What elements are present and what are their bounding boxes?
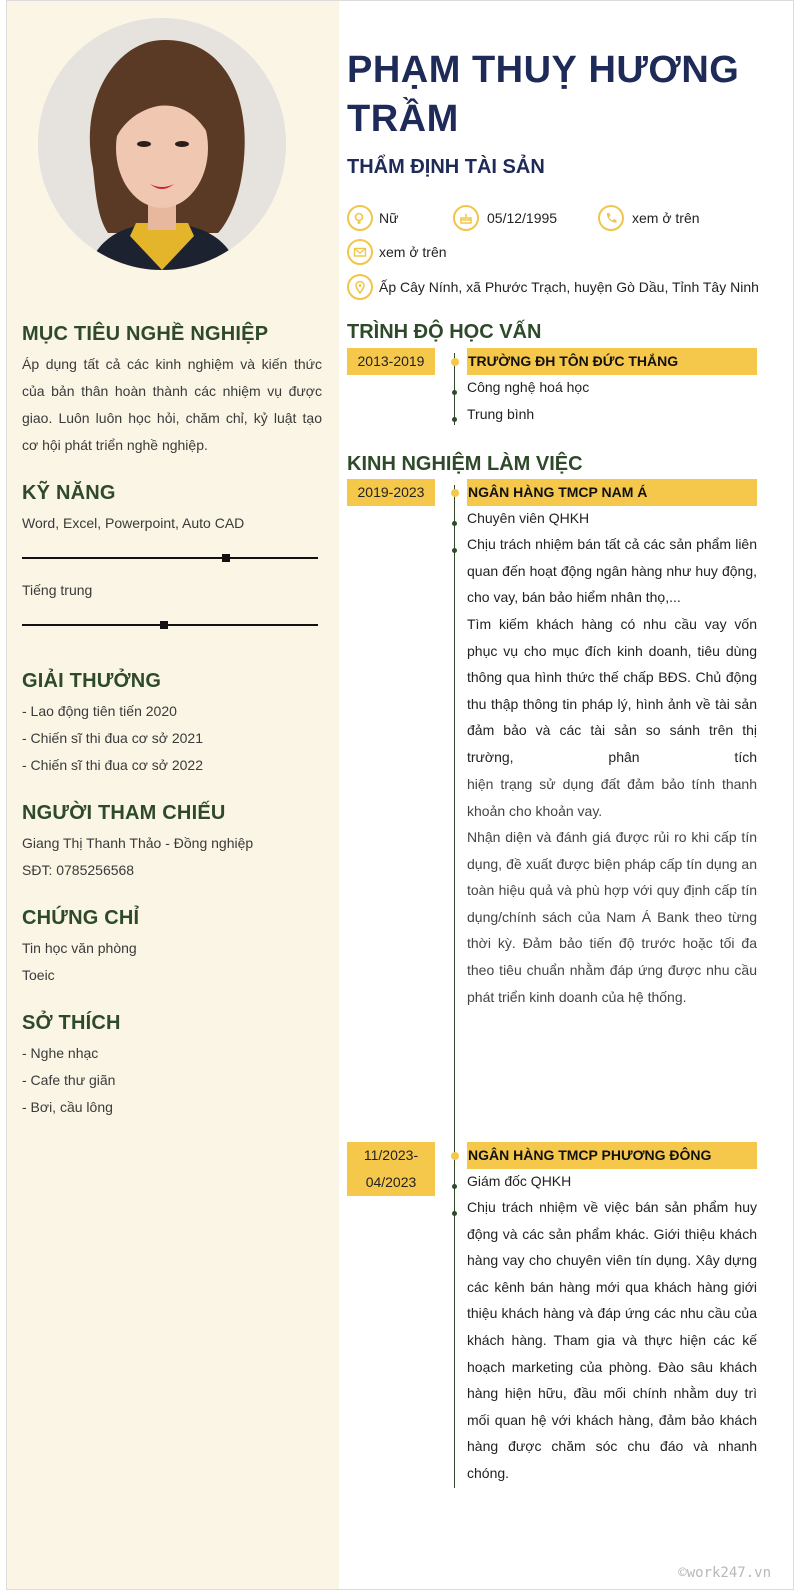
objective-text: Áp dụng tất cả các kinh nghiệm và kiến thức của bản thân hoàn thành các nhiệm vụ được giao. Luôn luôn học hỏi, chăm chỉ, kỷ luật tạo cơ hội phát triển nghề nghiệp. (22, 356, 322, 453)
experience-position: Giám đốc QHKH (467, 1173, 572, 1189)
skills-title: KỸ NĂNG (22, 482, 116, 504)
skill-level-marker (222, 554, 230, 562)
certificate-item: Tin học văn phòng (22, 940, 137, 956)
education-rank: Trung bình (467, 406, 535, 422)
skill-level-bar (22, 604, 322, 644)
reference-item: Giang Thị Thanh Thảo - Đồng nghiệp (22, 835, 254, 851)
awards-section (22, 668, 322, 779)
timeline-bullet (452, 417, 457, 422)
experience-period (347, 1142, 435, 1196)
award-item: - Chiến sĩ thi đua cơ sở 2021 (22, 730, 204, 746)
sidebar (7, 1, 339, 1589)
birthday-info (453, 205, 557, 231)
award-item: - Lao động tiên tiến 2020 (22, 703, 177, 719)
hobbies-title: SỞ THÍCH (22, 1012, 121, 1034)
gender-info (347, 205, 398, 231)
reference-phone: SĐT: 0785256568 (22, 862, 135, 878)
objective-section (22, 321, 322, 459)
gender-icon (347, 205, 373, 231)
certificates-section (22, 905, 322, 989)
period-start: 11/2023- (363, 1147, 419, 1163)
timeline-bullet (452, 548, 457, 553)
experience-description: Chịu trách nhiệm bán tất cả các sản phẩm liên quan đến hoạt động ngân hàng như huy động, cho vay, bán bảo hiểm nhân thọ,... (467, 536, 757, 606)
cake-icon (453, 205, 479, 231)
candidate-name: PHẠM THUỴ HƯƠNG TRẦM (347, 49, 740, 140)
skill-level-marker (160, 621, 168, 629)
main-content (347, 1, 787, 1589)
phone-value: xem ở trên (632, 210, 700, 226)
education-school: TRƯỜNG ĐH TÔN ĐỨC THẮNG (467, 348, 757, 375)
skill-level-bar (22, 537, 322, 577)
timeline-dot (451, 1152, 459, 1160)
hobby-item: - Bơi, cầu lông (22, 1099, 113, 1115)
awards-title: GIẢI THƯỞNG (22, 670, 162, 692)
job-title: THẨM ĐỊNH TÀI SẢN (347, 156, 545, 178)
experience-title: KINH NGHIỆM LÀM VIỆC (347, 453, 583, 475)
experience-description: Chịu trách nhiệm về việc bán sản phẩm huy động và các sản phẩm khác. Giới thiệu khách hàng vay cho chuyên viên tín dụng. Xây dựng các kênh bán hàng mới qua khách hàng giới thiệu khách hàng và đáp ứng các nhu cầu của khách hàng. Tham gia và thực hiện các kế hoạch marketing của phòng. Đào sâu khách hàng hiện hữu, đầu mối chính nhằm duy trì mối quan hệ với khách hàng, đảm bảo khách hàng được chăm sóc chu đáo và nhanh chóng. (467, 1199, 757, 1481)
mail-icon (347, 239, 373, 265)
certificate-item: Toeic (22, 967, 55, 983)
references-section (22, 800, 322, 884)
award-item: - Chiến sĩ thi đua cơ sở 2022 (22, 757, 204, 773)
experience-position: Chuyên viên QHKH (467, 510, 590, 526)
avatar (38, 18, 286, 270)
skill-name: Tiếng trung (22, 582, 93, 598)
timeline-bullet (452, 521, 457, 526)
education-major: Công nghệ hoá học (467, 379, 590, 395)
references-title: NGƯỜI THAM CHIẾU (22, 802, 226, 824)
experience-description: Nhận diện và đánh giá được rủi ro khi cấp tín dụng, đề xuất được biện pháp cấp tín dụng an toàn hiệu quả và phù hợp với quy định cấp tín dụng/chính sách của Nam Á Bank theo từng thời kỳ. Đảm bảo tiến độ trước hoặc tối đa theo tiêu chuẩn nhằm đáp ứng được nhu cầu phát triển kinh doanh của hệ thống. (467, 829, 757, 1005)
certificates-title: CHỨNG CHỈ (22, 907, 140, 929)
experience-description: Tìm kiếm khách hàng có nhu cầu vay vốn phục vụ cho mục đích kinh doanh, tiêu dùng thông qua hình thức thế chấp BĐS. Chủ động thu thập thông tin pháp lý, hình ảnh về tài sản đảm bảo và các tài sản so sánh trên thị trường, phân tích (467, 616, 757, 765)
experience-company: NGÂN HÀNG TMCP PHƯƠNG ĐÔNG (467, 1142, 757, 1169)
experience-description: hiện trạng sử dụng đất đảm bảo tính thanh khoản cho khoản vay. (467, 776, 757, 819)
skill-name: Word, Excel, Powerpoint, Auto CAD (22, 515, 245, 531)
skill-bar-track (22, 557, 318, 559)
address-value: Ấp Cây Nính, xã Phước Trạch, huyện Gò Dầu, Tỉnh Tây Ninh (379, 279, 759, 295)
experience-period: 2019-2023 (347, 479, 435, 506)
objective-title: MỤC TIÊU NGHỀ NGHIỆP (22, 323, 269, 345)
email-info (347, 239, 447, 265)
timeline-bullet (452, 1184, 457, 1189)
address-info (347, 274, 759, 300)
timeline-bullet (452, 1211, 457, 1216)
skills-section (22, 480, 322, 644)
portrait-image (38, 18, 286, 270)
watermark: ©work247.vn (678, 1565, 771, 1581)
education-period: 2013-2019 (347, 348, 435, 375)
skill-bar-track (22, 624, 318, 626)
hobby-item: - Nghe nhạc (22, 1045, 99, 1061)
phone-info (598, 205, 700, 231)
timeline-dot (451, 358, 459, 366)
email-value: xem ở trên (379, 244, 447, 260)
timeline-bullet (452, 390, 457, 395)
experience-timeline (454, 485, 455, 1488)
cv-page (6, 0, 794, 1590)
timeline-dot (451, 489, 459, 497)
map-pin-icon (347, 274, 373, 300)
hobbies-section (22, 1010, 322, 1121)
period-end: 04/2023 (365, 1174, 417, 1190)
education-title: TRÌNH ĐỘ HỌC VẤN (347, 321, 542, 343)
gender-value: Nữ (379, 210, 399, 226)
experience-company: NGÂN HÀNG TMCP NAM Á (467, 479, 757, 506)
hobby-item: - Cafe thư giãn (22, 1072, 116, 1088)
birthday-value: 05/12/1995 (487, 210, 558, 226)
phone-icon (598, 205, 624, 231)
